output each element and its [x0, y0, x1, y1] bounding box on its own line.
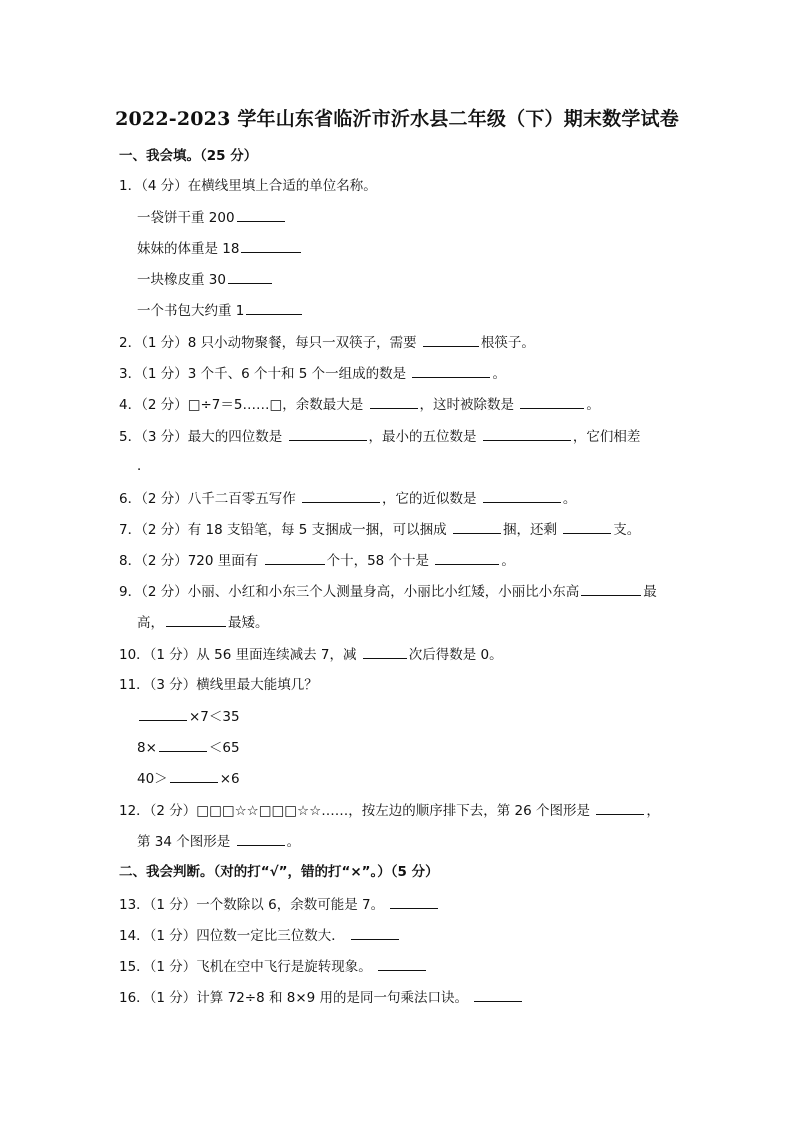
question-3-tail: 。 [492, 366, 506, 382]
answer-blank[interactable] [159, 737, 207, 752]
question-3 [119, 363, 506, 384]
question-11c [137, 768, 240, 789]
question-1-stem: 1．（4 分）在横线里填上合适的单位名称。 [119, 178, 377, 194]
question-5 [119, 426, 640, 447]
answer-blank[interactable] [237, 207, 285, 222]
question-8-text: 8．（2 分）720 里面有 [119, 553, 259, 569]
question-4-mid: ，这时被除数是 [419, 397, 515, 413]
answer-blank[interactable] [363, 644, 407, 659]
question-1b [137, 238, 303, 259]
question-9-text: 9．（2 分）小丽、小红和小东三个人测量身高，小丽比小红矮，小丽比小东高 [119, 584, 580, 600]
answer-blank[interactable] [302, 488, 380, 503]
question-16 [119, 987, 524, 1008]
question-7 [119, 519, 640, 540]
answer-blank[interactable] [289, 426, 367, 441]
question-16-text: 16．（1 分）计算 72÷8 和 8×9 用的是同一句乘法口诀。 [119, 990, 469, 1006]
question-4-text: 4．（2 分）□÷7＝5……□，余数最大是 [119, 397, 364, 413]
question-1d [137, 300, 304, 321]
question-2-tail: 根筷子。 [480, 335, 535, 351]
question-2 [119, 332, 535, 353]
question-9-continuation [137, 612, 269, 633]
answer-blank[interactable] [237, 831, 285, 846]
question-13 [119, 894, 440, 915]
question-5-mid: ，最小的五位数是 [368, 429, 477, 445]
answer-blank[interactable] [166, 612, 226, 627]
answer-blank[interactable] [520, 394, 584, 409]
question-14 [119, 925, 401, 946]
answer-blank[interactable] [563, 519, 611, 534]
question-15 [119, 956, 428, 977]
question-11-stem: 11．（3 分）横线里最大能填几？ [119, 677, 318, 693]
question-12-cont-text: 第 34 个图形是 [137, 834, 231, 850]
question-11b [137, 737, 240, 758]
question-15-text: 15．（1 分）飞机在空中飞行是旋转现象。 [119, 959, 372, 975]
question-9 [119, 581, 657, 602]
question-8-mid: 个十，58 个十是 [326, 553, 430, 569]
question-9-tail: 最 [643, 584, 657, 600]
question-14-text: 14．（1 分）四位数一定比三位数大． [119, 928, 345, 944]
question-6 [119, 488, 576, 509]
section-2-heading: 二、我会判断。（对的打“√”，错的打“×”。）（5 分） [119, 864, 439, 880]
question-8 [119, 550, 515, 571]
question-10 [119, 644, 503, 665]
question-1d-text: 一个书包大约重 1 [137, 303, 245, 319]
question-12 [119, 800, 660, 821]
question-11c-pre: 40＞ [137, 771, 168, 787]
question-5-tail: ，它们相差 [572, 429, 641, 445]
question-10-tail: 次后得数是 0。 [408, 647, 503, 663]
answer-blank[interactable] [246, 300, 302, 315]
question-11a-text: ×7＜35 [189, 709, 240, 725]
question-12-continuation [137, 831, 300, 852]
answer-blank[interactable] [423, 332, 479, 347]
answer-blank[interactable] [453, 519, 501, 534]
question-1a [137, 207, 287, 228]
answer-blank[interactable] [228, 269, 272, 284]
question-5-continuation: ． [137, 458, 151, 474]
question-4 [119, 394, 600, 415]
answer-blank[interactable] [370, 394, 418, 409]
question-12-cont-tail: 。 [286, 834, 301, 850]
answer-blank[interactable] [474, 987, 522, 1002]
question-11b-post: ＜65 [208, 740, 240, 756]
question-11c-post: ×6 [219, 771, 240, 787]
question-7-tail: 支。 [613, 522, 641, 538]
answer-blank[interactable] [435, 550, 499, 565]
answer-blank[interactable] [390, 894, 438, 909]
question-5-text: 5．（3 分）最大的四位数是 [119, 429, 283, 445]
exam-title: 2022-2023 学年山东省临沂市沂水县二年级（下）期末数学试卷 [115, 108, 679, 130]
question-6-mid: ，它的近似数是 [382, 491, 477, 507]
question-9-cont-text: 高， [137, 615, 164, 631]
question-11a [137, 706, 240, 727]
question-3-text: 3．（1 分）3 个千、6 个十和 5 个一组成的数是 [119, 366, 407, 382]
question-7-text: 7．（2 分）有 18 支铅笔，每 5 支捆成一捆，可以捆成 [119, 522, 447, 538]
question-4-tail: 。 [586, 397, 600, 413]
question-1b-text: 妹妹的体重是 18 [137, 241, 240, 257]
answer-blank[interactable] [265, 550, 325, 565]
answer-blank[interactable] [241, 238, 301, 253]
question-8-tail: 。 [501, 553, 515, 569]
question-13-text: 13．（1 分）一个数除以 6，余数可能是 7。 [119, 897, 385, 913]
question-1c-text: 一块橡皮重 30 [137, 272, 226, 288]
question-12-text: 12．（2 分）□□□☆☆□□□☆☆……，按左边的顺序排下去，第 26 个图形是 [119, 803, 591, 819]
question-1c [137, 269, 274, 290]
question-2-text: 2．（1 分）8 只小动物聚餐，每只一双筷子，需要 [119, 335, 417, 351]
question-6-tail: 。 [562, 491, 577, 507]
answer-blank[interactable] [581, 581, 641, 596]
answer-blank[interactable] [139, 706, 187, 721]
answer-blank[interactable] [596, 800, 644, 815]
answer-blank[interactable] [483, 426, 571, 441]
question-1a-text: 一袋饼干重 200 [137, 210, 235, 226]
question-9-cont-tail: 最矮。 [228, 615, 269, 631]
question-7-mid: 捆，还剩 [502, 522, 557, 538]
answer-blank[interactable] [351, 925, 399, 940]
answer-blank[interactable] [483, 488, 561, 503]
question-10-text: 10．（1 分）从 56 里面连续减去 7，减 [119, 647, 357, 663]
question-11b-pre: 8× [137, 740, 157, 756]
answer-blank[interactable] [412, 363, 490, 378]
answer-blank[interactable] [378, 956, 426, 971]
answer-blank[interactable] [170, 768, 218, 783]
question-12-tail: ， [646, 803, 660, 819]
section-1-heading: 一、我会填。（25 分） [119, 148, 258, 164]
question-6-text: 6．（2 分）八千二百零五写作 [119, 491, 296, 507]
